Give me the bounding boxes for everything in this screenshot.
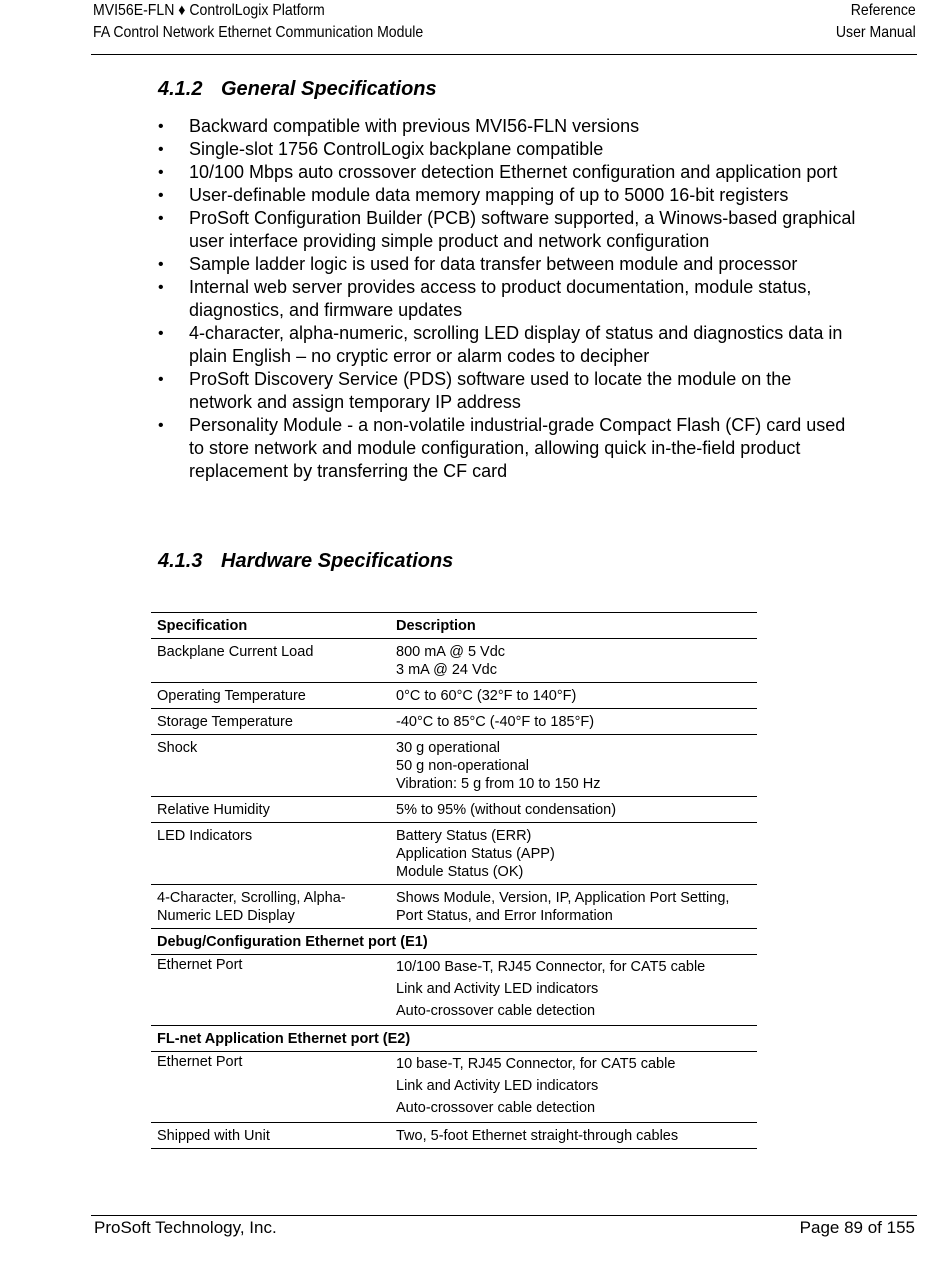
spec-cell: Shipped with Unit: [151, 1123, 390, 1149]
bullet-item: • Sample ladder logic is used for data transfer between module and processor: [158, 253, 858, 276]
table-row: [151, 1123, 757, 1149]
bullet-item: • User-definable module data memory mapping of up to 5000 16-bit registers: [158, 184, 858, 207]
bullet-item: • Single-slot 1756 ControlLogix backplane compatible: [158, 138, 858, 161]
description-line: -40°C to 85°C (-40°F to 185°F): [396, 714, 595, 730]
description-line: 5% to 95% (without condensation): [396, 802, 617, 818]
section-title: Hardware Specifications: [221, 550, 454, 572]
section-label: Debug/Configuration Ethernet port (E1): [151, 929, 757, 955]
section-number: 4.1.2: [158, 78, 203, 100]
bullet-item: • Backward compatible with previous MVI56-FLN versions: [158, 115, 858, 138]
footer-divider: [91, 1215, 917, 1216]
section-heading-hardware: [158, 550, 453, 573]
section-title: General Specifications: [221, 78, 437, 100]
description-cell: [390, 683, 757, 709]
table-row: [151, 885, 757, 929]
description-line: 10/100 Base-T, RJ45 Connector, for CAT5 cable: [396, 959, 706, 975]
table-row: [151, 955, 757, 1026]
description-cell: [390, 885, 757, 929]
spec-cell: Ethernet Port: [151, 955, 390, 1026]
table-section-row: [151, 1026, 757, 1052]
description-line: Shows Module, Version, IP, Application Port Setting, Port Status, and Error Information: [396, 890, 730, 924]
bullet-item: • Internal web server provides access to product documentation, module status, diagnostics, and firmware updates: [158, 276, 858, 322]
spec-cell: Shock: [151, 735, 390, 797]
bullet-item: • Personality Module - a non-volatile industrial-grade Compact Flash (CF) card used to store network and module configuration, allowing quick in-the-field product replacement by transferring the CF card: [158, 414, 858, 483]
section-number: 4.1.3: [158, 550, 203, 572]
description-line: Application Status (APP): [396, 846, 555, 862]
header-manual: User Manual: [836, 24, 916, 41]
description-line: Battery Status (ERR): [396, 828, 532, 844]
section-heading-general: [158, 78, 437, 101]
bullet-item: • ProSoft Configuration Builder (PCB) software supported, a Winows-based graphical user interface providing simple product and network configuration: [158, 207, 858, 253]
spec-cell: Ethernet Port: [151, 1052, 390, 1123]
section-label: FL-net Application Ethernet port (E2): [151, 1026, 757, 1052]
table-row: [151, 823, 757, 885]
spec-cell: Operating Temperature: [151, 683, 390, 709]
description-cell: [390, 1123, 757, 1149]
bullet-item: • 4-character, alpha-numeric, scrolling LED display of status and diagnostics data in plain English – no cryptic error or alarm codes to decipher: [158, 322, 858, 368]
description-line: 0°C to 60°C (32°F to 140°F): [396, 688, 577, 704]
description-line: Module Status (OK): [396, 864, 524, 880]
description-line: 3 mA @ 24 Vdc: [396, 662, 497, 678]
description-cell: [390, 955, 757, 1026]
spec-cell: LED Indicators: [151, 823, 390, 885]
description-line: Auto-crossover cable detection: [396, 1003, 596, 1019]
column-header-description: Description: [390, 613, 757, 639]
header-divider: [91, 54, 917, 55]
description-line: Two, 5-foot Ethernet straight-through cables: [396, 1128, 679, 1144]
header-right: [836, 0, 916, 44]
description-cell: [390, 1052, 757, 1123]
table-row: [151, 1052, 757, 1123]
spec-cell: Relative Humidity: [151, 797, 390, 823]
description-line: Link and Activity LED indicators: [396, 1078, 599, 1094]
table-row: [151, 683, 757, 709]
description-line: Link and Activity LED indicators: [396, 981, 599, 997]
table-section-row: [151, 929, 757, 955]
bullet-item: • 10/100 Mbps auto crossover detection Ethernet configuration and application port: [158, 161, 858, 184]
description-line: 30 g operational: [396, 740, 500, 756]
spec-cell: Backplane Current Load: [151, 639, 390, 683]
general-specs-list: [158, 115, 858, 483]
column-header-specification: Specification: [151, 613, 390, 639]
footer-company: ProSoft Technology, Inc.: [94, 1218, 277, 1237]
footer-page-number: Page 89 of 155: [799, 1218, 915, 1237]
description-cell: [390, 797, 757, 823]
spec-cell: 4-Character, Scrolling, Alpha-Numeric LED Display: [151, 885, 390, 929]
bullet-item: • ProSoft Discovery Service (PDS) software used to locate the module on the network and assign temporary IP address: [158, 368, 858, 414]
header-module: FA Control Network Ethernet Communication Module: [93, 24, 424, 41]
description-cell: [390, 709, 757, 735]
description-line: Auto-crossover cable detection: [396, 1100, 596, 1116]
description-line: 10 base-T, RJ45 Connector, for CAT5 cable: [396, 1056, 676, 1072]
description-line: 800 mA @ 5 Vdc: [396, 644, 506, 660]
description-line: Vibration: 5 g from 10 to 150 Hz: [396, 776, 601, 792]
description-line: 50 g non-operational: [396, 758, 530, 774]
table-row: [151, 735, 757, 797]
table-row: [151, 639, 757, 683]
description-cell: [390, 735, 757, 797]
description-cell: [390, 823, 757, 885]
header-reference: Reference: [851, 2, 916, 19]
table-row: [151, 709, 757, 735]
description-cell: [390, 639, 757, 683]
table-row: [151, 797, 757, 823]
spec-cell: Storage Temperature: [151, 709, 390, 735]
hardware-specs-table: [151, 612, 757, 1149]
header-product: MVI56E-FLN ♦ ControlLogix Platform: [93, 2, 325, 19]
header-left: [93, 0, 423, 44]
